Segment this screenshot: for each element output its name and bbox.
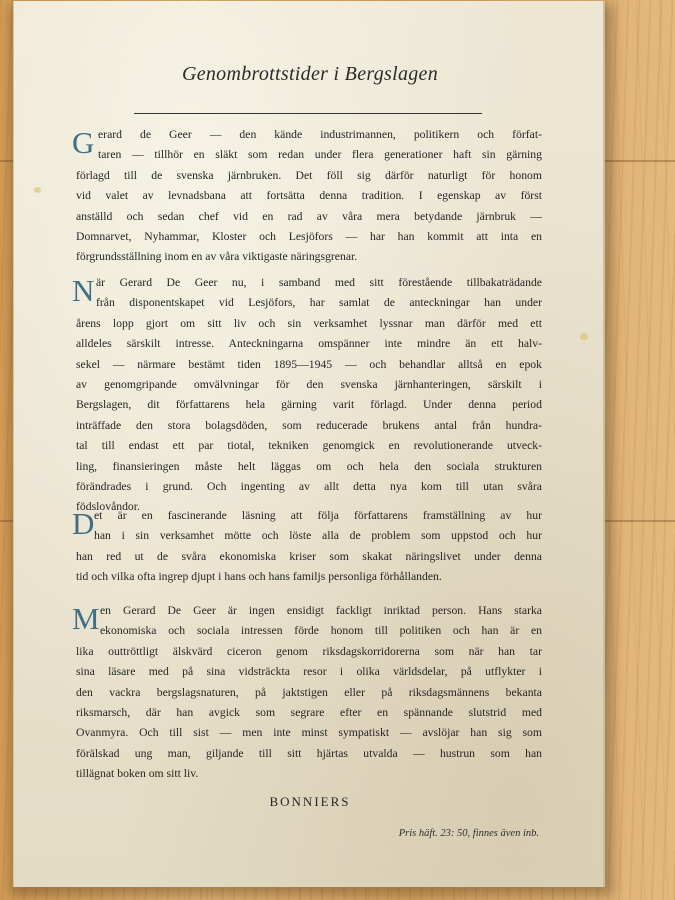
text-line: han i sin verksamhet mötte och löste alla de problem som uppstod och hur xyxy=(94,529,542,543)
title-divider xyxy=(134,113,482,114)
text-line: anställd och sedan chef vid en rad av våra mera betydande järnbruk — xyxy=(76,209,542,223)
paper-stain xyxy=(580,333,588,340)
text-line: från disponentskapet vid Lesjöfors, har samlat de anteckningar han under xyxy=(96,296,542,310)
text-line: vid valet av levnadsbana att fortsätta denna tradition. I egenskap av först xyxy=(76,189,542,203)
text-line: et är en fascinerande läsning att följa författarens framställning av hur xyxy=(94,509,542,522)
text-line: förgrundsställning inom en av våra viktigaste näringsgrenar. xyxy=(76,250,358,264)
blurb-paragraph-3 xyxy=(72,506,542,588)
text-line: taren — tillhör en släkt som redan under flera generationer haft sin gärning xyxy=(98,148,542,162)
text-line: riksmarsch, där han avgick som segrare efter en spännande slutstrid med xyxy=(76,706,542,720)
text-line: årens lopp gjort om sitt liv och sin verksamhet lyssnar man därför med ett xyxy=(76,316,542,330)
text-line: tillägnat boken om sitt liv. xyxy=(76,767,199,781)
text-line: Bergslagen, dit författarens hela gärning varit förlagd. Under denna period xyxy=(76,398,542,412)
dropcap: G xyxy=(72,125,95,160)
blurb-paragraph-1 xyxy=(72,125,542,268)
book-title: Genombrottstider i Bergslagen xyxy=(181,63,439,85)
text-line: av genomgripande omvälvningar för den svenska järnhanteringen, särskilt i xyxy=(76,378,542,392)
dropcap: D xyxy=(72,506,95,541)
dropcap: N xyxy=(72,273,95,308)
text-line: sekel — närmare bestämt tiden 1895—1945 — och behandlar alltså en epok xyxy=(76,357,542,371)
text-line: lika outtröttligt älskvärd ciceron genom riksdagskorridorerna som när han tar xyxy=(76,644,542,658)
text-line: tal till endast ett par tiotal, tekniken genomgick en revolutionerande utveck- xyxy=(76,439,542,453)
price-note: Pris häft. 23: 50, finnes även inb. xyxy=(398,828,539,839)
text-line: är Gerard De Geer nu, i samband med sitt förestående tillbakaträdande xyxy=(96,276,542,289)
text-line: han red ut de svåra ekonomiska kriser som skakat näringslivet under denna xyxy=(76,549,542,563)
text-line: sina läsare med på sina vidsträckta resor i olika världsdelar, på utflykter i xyxy=(76,665,542,679)
text-line: födslovåndor. xyxy=(76,500,140,514)
text-line: Domnarvet, Nyhammar, Kloster och Lesjöfors — har han kommit att inta en xyxy=(76,230,542,244)
text-line: förlagd till de svenska järnbruken. Det föll sig därför naturligt för honom xyxy=(76,168,542,182)
dropcap: M xyxy=(72,601,100,636)
text-line: Ovanmyra. Och till sist — men inte minst sympatiskt — avslöjar han sig som xyxy=(76,726,542,740)
text-line: tid och vilka ofta ingrep djupt i hans och hans familjs personliga förhållanden. xyxy=(76,570,442,584)
text-line: den vackra bergslagsnaturen, på jaktstigen eller på riksdagsmännens bekanta xyxy=(76,685,542,699)
book-back-cover xyxy=(13,1,605,887)
blurb-paragraph-2 xyxy=(72,273,542,518)
text-line: en Gerard De Geer är ingen ensidigt fackligt inriktad person. Hans starka xyxy=(100,604,542,617)
publisher-name: BONNIERS xyxy=(269,794,351,809)
text-line: förändrades i grund. Och ingenting av allt detta nya kom till utan svåra xyxy=(76,480,542,494)
text-line: ekonomiska och sociala intressen förde honom till politiken och han är en xyxy=(100,624,542,638)
text-line: alldeles särskilt intresse. Anteckningarna omspänner inte mindre än ett halv- xyxy=(76,337,542,351)
text-line: förälskad ung man, giljande till sitt hjärtas utvalda — hustrun som han xyxy=(76,746,542,760)
text-line: ling, finansieringen måste helt läggas om och hela den sociala strukturen xyxy=(76,459,542,473)
paper-stain xyxy=(34,187,41,193)
text-line: inträffade den stora bolagsdöden, som reducerade brukens antal från hundra- xyxy=(76,418,542,432)
blurb-paragraph-4 xyxy=(72,601,542,785)
text-line: erard de Geer — den kände industrimannen, politikern och förfat- xyxy=(98,128,542,141)
